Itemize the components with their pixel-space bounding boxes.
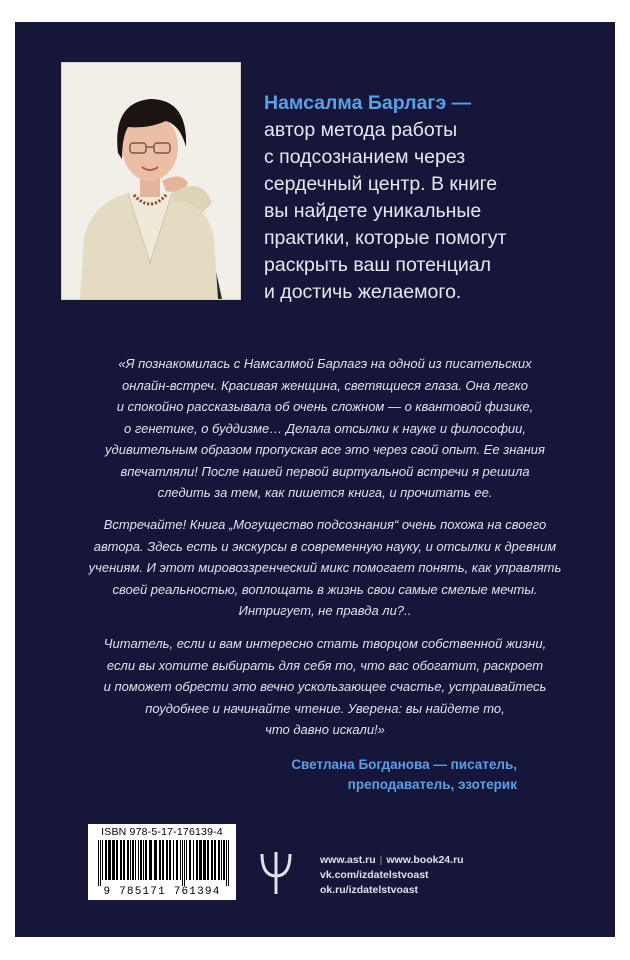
intro-line: автор метода работы: [264, 119, 458, 141]
quote-paragraph-3: [55, 633, 595, 741]
quote-line: «Я познакомилась с Намсалмой Барлагэ на одной из писательских: [118, 356, 532, 371]
quote-line: удивительным образом пропуская все это через свой опыт. Ее знания: [105, 442, 545, 457]
signature-line: преподаватель, эзотерик: [347, 777, 517, 792]
site-link-ast[interactable]: www.ast.ru: [320, 854, 376, 866]
site-link-book24[interactable]: www.book24.ru: [386, 854, 464, 866]
vk-link[interactable]: vk.com/izdatelstvoast: [320, 869, 429, 881]
author-photo: [61, 62, 241, 300]
author-name: Намсалма Барлагэ —: [264, 92, 472, 114]
quote-line: своей реальностью, воплощать в жизнь свои самые смелые мечты.: [112, 581, 538, 597]
ean-digits: 9 785171 761394: [103, 886, 221, 898]
back-cover: [15, 22, 615, 937]
intro-line: сердечный центр. В книге: [264, 173, 498, 195]
intro-line: и достичь желаемого.: [264, 281, 462, 303]
quote-line: о генетике, о буддизме… Делала отсылки к науке и философии,: [123, 420, 527, 436]
quote-line: что давно искали!»: [265, 722, 385, 737]
quote-line: учениям. И этот мировоззренческий микс помогает понять, как управлять: [88, 560, 562, 575]
intro-line: с подсознанием через: [264, 146, 466, 168]
signature-line: Светлана Богданова — писатель,: [291, 757, 517, 772]
quote-line: Читатель, если и вам интересно стать творцом собственной жизни,: [103, 636, 547, 651]
publisher-links: [320, 853, 464, 898]
quote-line: Интригует, не правда ли?..: [238, 603, 412, 618]
quote-line: онлайн-встреч. Красивая женщина, светящиеся глаза. Она легко: [122, 377, 528, 393]
intro-line: раскрыть ваш потенциал: [264, 254, 491, 276]
quote-line: следить за тем, как пишется книга, и прочитать ее.: [157, 485, 493, 500]
intro-line: практики, которые помогут: [264, 227, 507, 249]
quote-paragraph-2: [55, 514, 595, 622]
quote-line: Встречайте! Книга „Могущество подсознания“ очень похожа на своего: [103, 517, 547, 532]
link-separator: |: [379, 854, 383, 866]
psi-logo-icon: [256, 850, 296, 896]
intro-line: вы найдете уникальные: [264, 200, 482, 222]
barcode-block: [88, 824, 236, 900]
quote-signature: [291, 755, 517, 795]
ok-link[interactable]: ok.ru/izdatelstvoast: [320, 884, 419, 896]
isbn-label: ISBN 978-5-17-176139-4: [101, 826, 223, 838]
quote-line: если вы хотите выбирать для себя то, что вас обогатит, раскроет: [106, 657, 544, 673]
quote-line: впечатляли! После нашей первой виртуальной встречи я решила: [120, 463, 530, 479]
quote-line: поудобнее и начинайте чтение. Уверена: вы найдете то,: [145, 700, 505, 716]
quote-line: и поможет обрести это вечно ускользающее счастье, устраивайтесь: [103, 679, 547, 694]
author-intro: [264, 90, 584, 306]
quote-line: автора. Здесь есть и экскурсы в современную науку, и отсылки к древним: [93, 538, 557, 554]
quote-line: и спокойно рассказывала об очень сложном — о квантовой физике,: [116, 399, 534, 414]
barcode-image: [92, 840, 232, 886]
quote-paragraph-1: [55, 353, 595, 504]
